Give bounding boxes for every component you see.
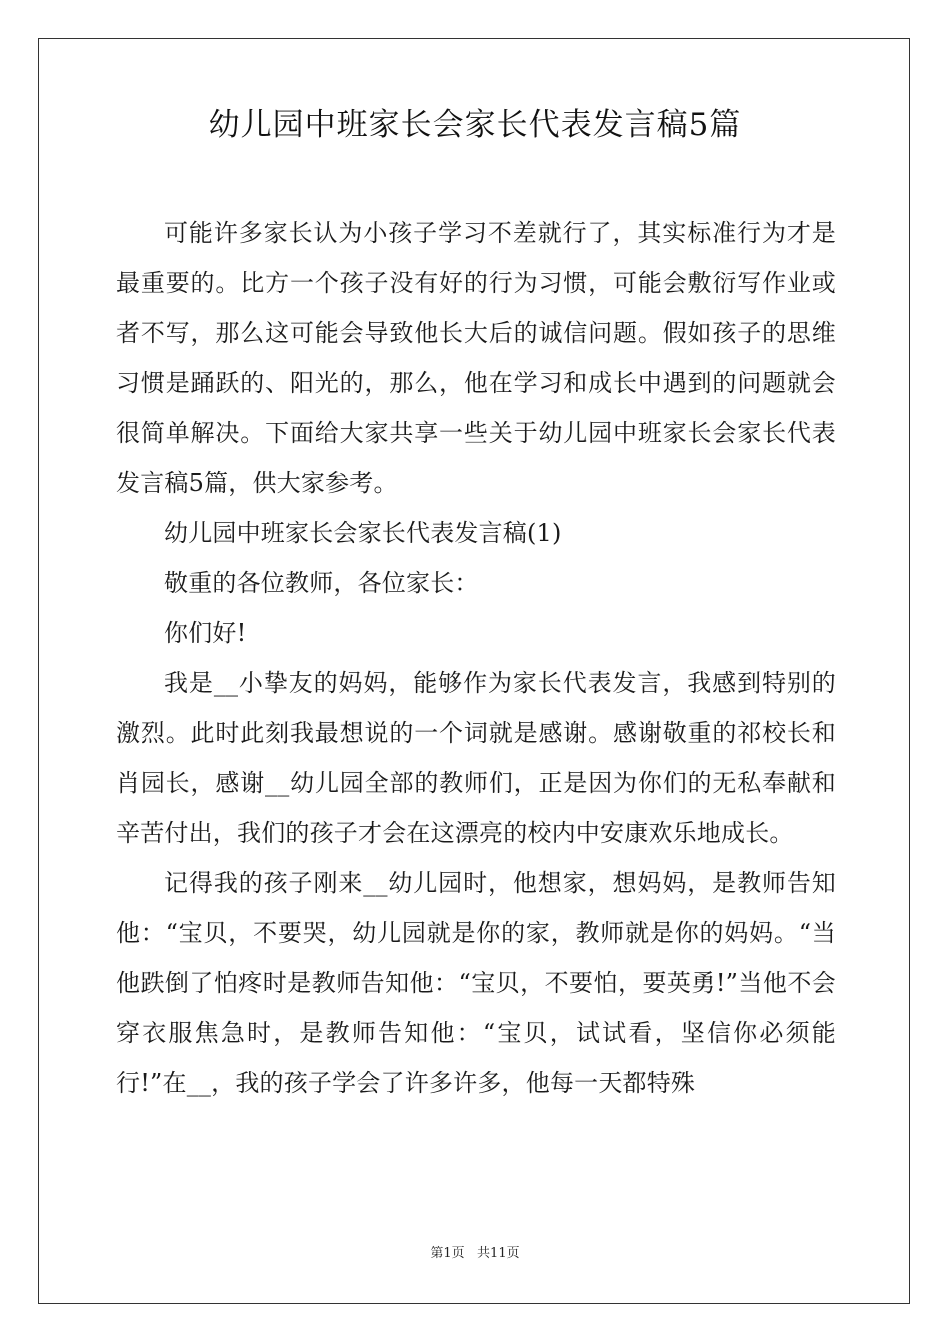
salutation-paragraph: 敬重的各位教师，各位家长： (164, 569, 479, 597)
body-paragraph: 我是__小挚友的妈妈，能够作为家长代表发言，我感到特别的激烈。此时此刻我最想说的一个词就是感谢。感谢敬重的祁校长和肖园长，感谢__幼儿园全部的教师们，正是因为你们的无私奉献和辛苦付出，我们的孩子才会在这漂亮的校内中安康欢乐地成长。 (116, 669, 836, 847)
document-title: 幼儿园中班家长会家长代表发言稿5篇 (208, 107, 742, 143)
body-paragraph: 记得我的孩子刚来__幼儿园时，他想家，想妈妈，是教师告知他：“宝贝，不要哭，幼儿园就是你的家，教师就是你的妈妈。“当他跌倒了怕疼时是教师告知他：“宝贝，不要怕，要英勇!”当他不会穿衣服焦急时，是教师告知他：“宝贝，试试看，坚信你必须能行!”在__，我的孩子学会了许多许多，他每一天都特殊 (116, 869, 836, 1097)
section-heading: 幼儿园中班家长会家长代表发言稿(1) (164, 519, 562, 547)
intro-paragraph: 可能许多家长认为小孩子学习不差就行了，其实标准行为才是最重要的。比方一个孩子没有好的行为习惯，可能会敷衍写作业或者不写，那么这可能会导致他长大后的诚信问题。假如孩子的思维习惯是踊跃的、阳光的，那么，他在学习和成长中遇到的问题就会很简单解决。下面给大家共享一些关于幼儿园中班家长会家长代表发言稿5篇，供大家参考。 (116, 219, 836, 497)
greeting-paragraph: 你们好! (164, 619, 247, 647)
document-body (116, 208, 836, 1108)
page-number-footer: 第1页 共11页 (430, 1246, 520, 1261)
